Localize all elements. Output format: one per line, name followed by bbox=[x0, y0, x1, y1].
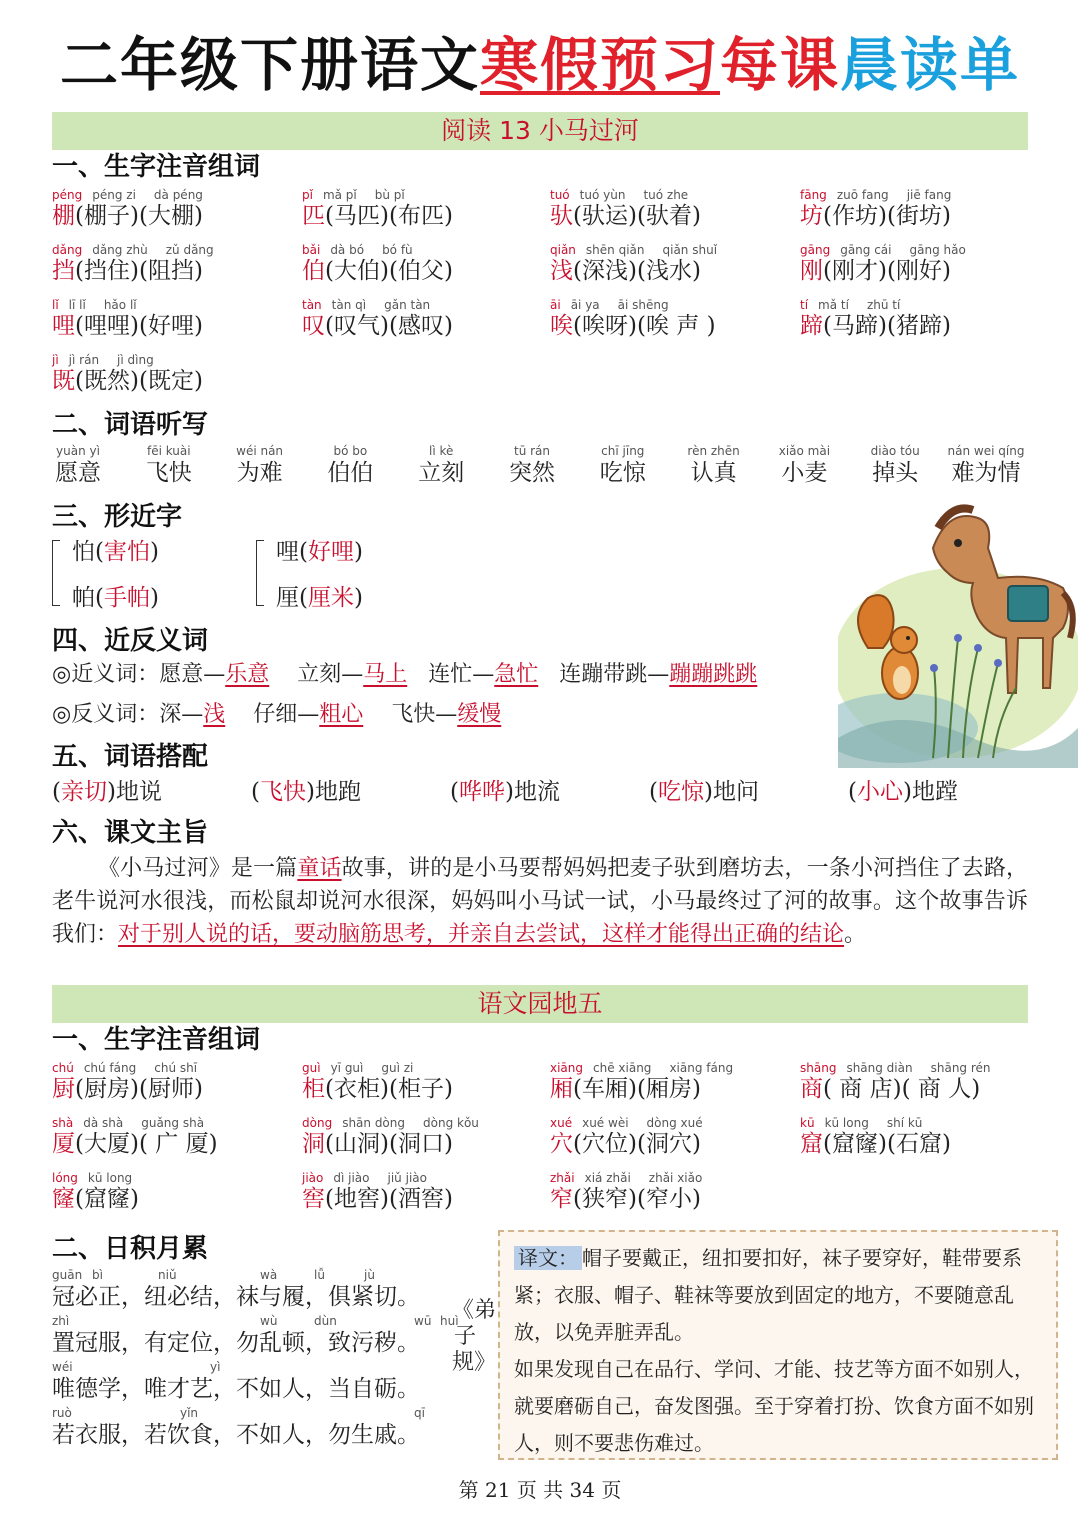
char-pinyin: péng péng zi dà péng bbox=[52, 188, 203, 202]
dictation-word: rèn zhēn 认真 bbox=[687, 444, 740, 486]
dictation-word: bó bo 伯伯 bbox=[327, 444, 374, 486]
lesson-band: 阅读 13 小马过河 bbox=[52, 112, 1028, 150]
char-pinyin: dǎng dǎng zhù zǔ dǎng bbox=[52, 243, 214, 257]
title-part3: 每课 bbox=[720, 31, 841, 99]
heading-dictation: 二、词语听写 bbox=[52, 410, 209, 440]
char-pinyin: dòng shān dòng dòng kǒu bbox=[302, 1116, 479, 1130]
similar-char: 哩(好哩) bbox=[276, 539, 363, 565]
poem-pinyin: niǔ bbox=[158, 1268, 177, 1282]
char-words: 匹(马匹)(布匹) bbox=[302, 203, 453, 229]
similar-char: 怕(害怕) bbox=[72, 539, 159, 565]
char-words: 柜(衣柜)(柜子) bbox=[302, 1076, 453, 1102]
char-pinyin: tí mǎ tí zhū tí bbox=[800, 298, 901, 312]
char-pinyin: jì jì rán jì dìng bbox=[52, 353, 154, 367]
poem-pinyin: jù bbox=[364, 1268, 375, 1282]
collocation: (飞快)地跑 bbox=[251, 779, 361, 805]
char-pinyin: gāng gāng cái gāng hǎo bbox=[800, 243, 966, 257]
char-pinyin: shāng shāng diàn shāng rén bbox=[800, 1061, 991, 1075]
char-words: 唉(唉呀)(唉 声 ) bbox=[550, 313, 716, 339]
poem-source: 《弟子规》 bbox=[452, 1298, 497, 1375]
char-pinyin: lóng kū long bbox=[52, 1171, 133, 1185]
poem-pinyin: yǐn bbox=[180, 1406, 199, 1420]
poem-pinyin: yì bbox=[210, 1360, 221, 1374]
char-words: 洞(山洞)(洞口) bbox=[302, 1131, 453, 1157]
char-words: 窖(地窖)(酒窖) bbox=[302, 1186, 453, 1212]
char-pinyin: tuó tuó yùn tuó zhe bbox=[550, 188, 689, 202]
char-words: 窄(狭窄)(窄小) bbox=[550, 1186, 701, 1212]
poem-line: 唯德学，唯才艺，不如人，当自砺。 bbox=[52, 1376, 420, 1402]
char-words: 伯(大伯)(伯父) bbox=[302, 258, 453, 284]
char-words: 厢(车厢)(厢房) bbox=[550, 1076, 701, 1102]
translation-label: 译文： bbox=[514, 1246, 582, 1270]
char-words: 商( 商 店)( 商 人) bbox=[800, 1076, 981, 1102]
garden-band: 语文园地五 bbox=[52, 985, 1028, 1023]
char-words: 既(既然)(既定) bbox=[52, 368, 203, 394]
char-words: 厦(大厦)( 广 厦) bbox=[52, 1131, 218, 1157]
translation-p1: 译文： 帽子要戴正，纽扣要扣好，袜子要穿好，鞋带要系紧；衣服、帽子、鞋袜等要放到固定的地方，不要随意乱放，以免弄脏弄乱。 bbox=[514, 1246, 1022, 1344]
heading-daily-accumulation: 二、日积月累 bbox=[52, 1234, 209, 1264]
char-pinyin: kū kū long shí kū bbox=[800, 1116, 923, 1130]
dictation-word: chī jīng 吃惊 bbox=[599, 444, 646, 486]
collocation: (亲切)地说 bbox=[52, 779, 162, 805]
char-pinyin: xiāng chē xiāng xiāng fáng bbox=[550, 1061, 734, 1075]
char-words: 蹄(马蹄)(猪蹄) bbox=[800, 313, 951, 339]
char-pinyin: chú chú fáng chú shī bbox=[52, 1061, 198, 1075]
poem-line: 若衣服，若饮食，不如人，勿生戚。 bbox=[52, 1422, 420, 1448]
poem-pinyin: dùn bbox=[314, 1314, 337, 1328]
poem-pinyin: wū bbox=[414, 1314, 432, 1328]
char-pinyin: fāng zuō fang jiē fang bbox=[800, 188, 952, 202]
dictation-word: yuàn yì 愿意 bbox=[55, 444, 101, 486]
poem-pinyin: wù bbox=[260, 1314, 278, 1328]
synonym-line: ◎近义词：愿意—乐意 立刻—马上 连忙—急忙 连蹦带跳—蹦蹦跳跳 bbox=[52, 662, 758, 687]
collocation: (吃惊)地问 bbox=[649, 779, 759, 805]
char-pinyin: qiǎn shēn qiǎn qiǎn shuǐ bbox=[550, 243, 718, 257]
char-pinyin: zhǎi xiá zhǎi zhǎi xiǎo bbox=[550, 1171, 703, 1185]
poem-pinyin: wà bbox=[260, 1268, 278, 1282]
char-pinyin: lǐ lī lǐ hǎo lǐ bbox=[52, 298, 137, 312]
heading-new-chars: 一、生字注音组词 bbox=[52, 152, 261, 182]
poem-pinyin: wéi bbox=[52, 1360, 73, 1374]
poem-pinyin: lǚ bbox=[314, 1268, 325, 1282]
page-footer: 第 21 页 共 34 页 bbox=[458, 1478, 622, 1502]
theme-paragraph: 《小马过河》是一篇童话故事，讲的是小马要帮妈妈把麦子驮到磨坊去，一条小河挡住了去路，老牛说河水很浅，而松鼠却说河水很深，妈妈叫小马试一试，小马最终过了河的故事。这个故事告诉我们：对于别人说的话，要动脑筋思考，并亲自去尝试，这样才能得出正确的结论。 bbox=[52, 856, 1028, 947]
char-words: 哩(哩哩)(好哩) bbox=[52, 313, 203, 339]
heading-similar-chars: 三、形近字 bbox=[52, 502, 183, 532]
char-pinyin: pǐ mǎ pǐ bù pǐ bbox=[302, 188, 405, 202]
char-words: 坊(作坊)(街坊) bbox=[800, 203, 951, 229]
title-part1: 二年级下册语文 bbox=[59, 31, 480, 99]
char-pinyin: tàn tàn qì gǎn tàn bbox=[302, 298, 431, 312]
char-words: 棚(棚子)(大棚) bbox=[52, 203, 203, 229]
char-words: 窟(窟窿)(石窟) bbox=[800, 1131, 951, 1157]
antonym-line: ◎反义词：深—浅 仔细—粗心 飞快—缓慢 bbox=[52, 702, 502, 727]
dictation-word: wéi nán 为难 bbox=[236, 444, 284, 486]
collocation: (哗哗)地流 bbox=[450, 779, 560, 805]
char-pinyin: xué xué wèi dòng xué bbox=[550, 1116, 703, 1130]
dictation-word: diào tóu 掉头 bbox=[870, 444, 920, 486]
similar-char: 厘(厘米) bbox=[276, 585, 363, 611]
bracket-right bbox=[256, 540, 264, 606]
char-pinyin: bǎi dà bó bó fù bbox=[302, 243, 413, 257]
translation-box bbox=[498, 1230, 1058, 1460]
char-words: 窿(窟窿) bbox=[52, 1186, 139, 1212]
dictation-word: fēi kuài 飞快 bbox=[145, 444, 192, 486]
poem-line: 置冠服，有定位，勿乱顿，致污秽。 bbox=[52, 1330, 420, 1356]
dictation-word: lì kè 立刻 bbox=[418, 444, 465, 486]
heading-theme: 六、课文主旨 bbox=[52, 818, 209, 848]
collocation: (小心)地蹚 bbox=[848, 779, 958, 805]
char-pinyin: jiào dì jiào jiǔ jiào bbox=[302, 1171, 427, 1185]
poem-pinyin: huì bbox=[440, 1314, 459, 1328]
dictation-word: xiǎo mài 小麦 bbox=[778, 444, 831, 486]
poem-pinyin: qī bbox=[414, 1406, 425, 1420]
translation-p2: 如果发现自己在品行、学问、才能、技艺等方面不如别人，就要磨砺自己，奋发图强。至于穿着打扮、饮食方面不如别人，则不要悲伤难过。 bbox=[514, 1357, 1034, 1455]
title-part4: 晨读单 bbox=[840, 31, 1021, 99]
page-title bbox=[0, 30, 1080, 100]
bracket-left bbox=[52, 540, 60, 606]
poem-pinyin: zhì bbox=[52, 1314, 70, 1328]
char-words: 穴(穴位)(洞穴) bbox=[550, 1131, 701, 1157]
char-words: 挡(挡住)(阻挡) bbox=[52, 258, 203, 284]
poem-line: 冠必正，纽必结，袜与履，俱紧切。 bbox=[52, 1284, 420, 1310]
heading-syn-ant: 四、近反义词 bbox=[52, 626, 209, 656]
char-words: 厨(厨房)(厨师) bbox=[52, 1076, 203, 1102]
char-pinyin: guì yī guì guì zi bbox=[302, 1061, 414, 1075]
char-pinyin: āi āi ya āi shēng bbox=[550, 298, 669, 312]
dictation-word: tū rán 突然 bbox=[509, 444, 555, 486]
char-words: 驮(驮运)(驮着) bbox=[550, 203, 701, 229]
dictation-word: nán wei qíng 难为情 bbox=[947, 444, 1025, 486]
char-words: 浅(深浅)(浅水) bbox=[550, 258, 701, 284]
char-pinyin: shà dà shà guǎng shà bbox=[52, 1116, 205, 1130]
poem-pinyin: bì bbox=[92, 1268, 103, 1282]
title-part2: 寒假预习 bbox=[479, 31, 720, 99]
poem-pinyin: guān bbox=[52, 1268, 83, 1282]
poem-pinyin: ruò bbox=[52, 1406, 72, 1420]
char-words: 刚(刚才)(刚好) bbox=[800, 258, 951, 284]
heading-new-chars-2: 一、生字注音组词 bbox=[52, 1025, 261, 1055]
char-words: 叹(叹气)(感叹) bbox=[302, 313, 453, 339]
horse-squirrel-illustration bbox=[838, 488, 1078, 768]
similar-char: 帕(手帕) bbox=[72, 585, 159, 611]
heading-collocation: 五、词语搭配 bbox=[52, 742, 209, 772]
